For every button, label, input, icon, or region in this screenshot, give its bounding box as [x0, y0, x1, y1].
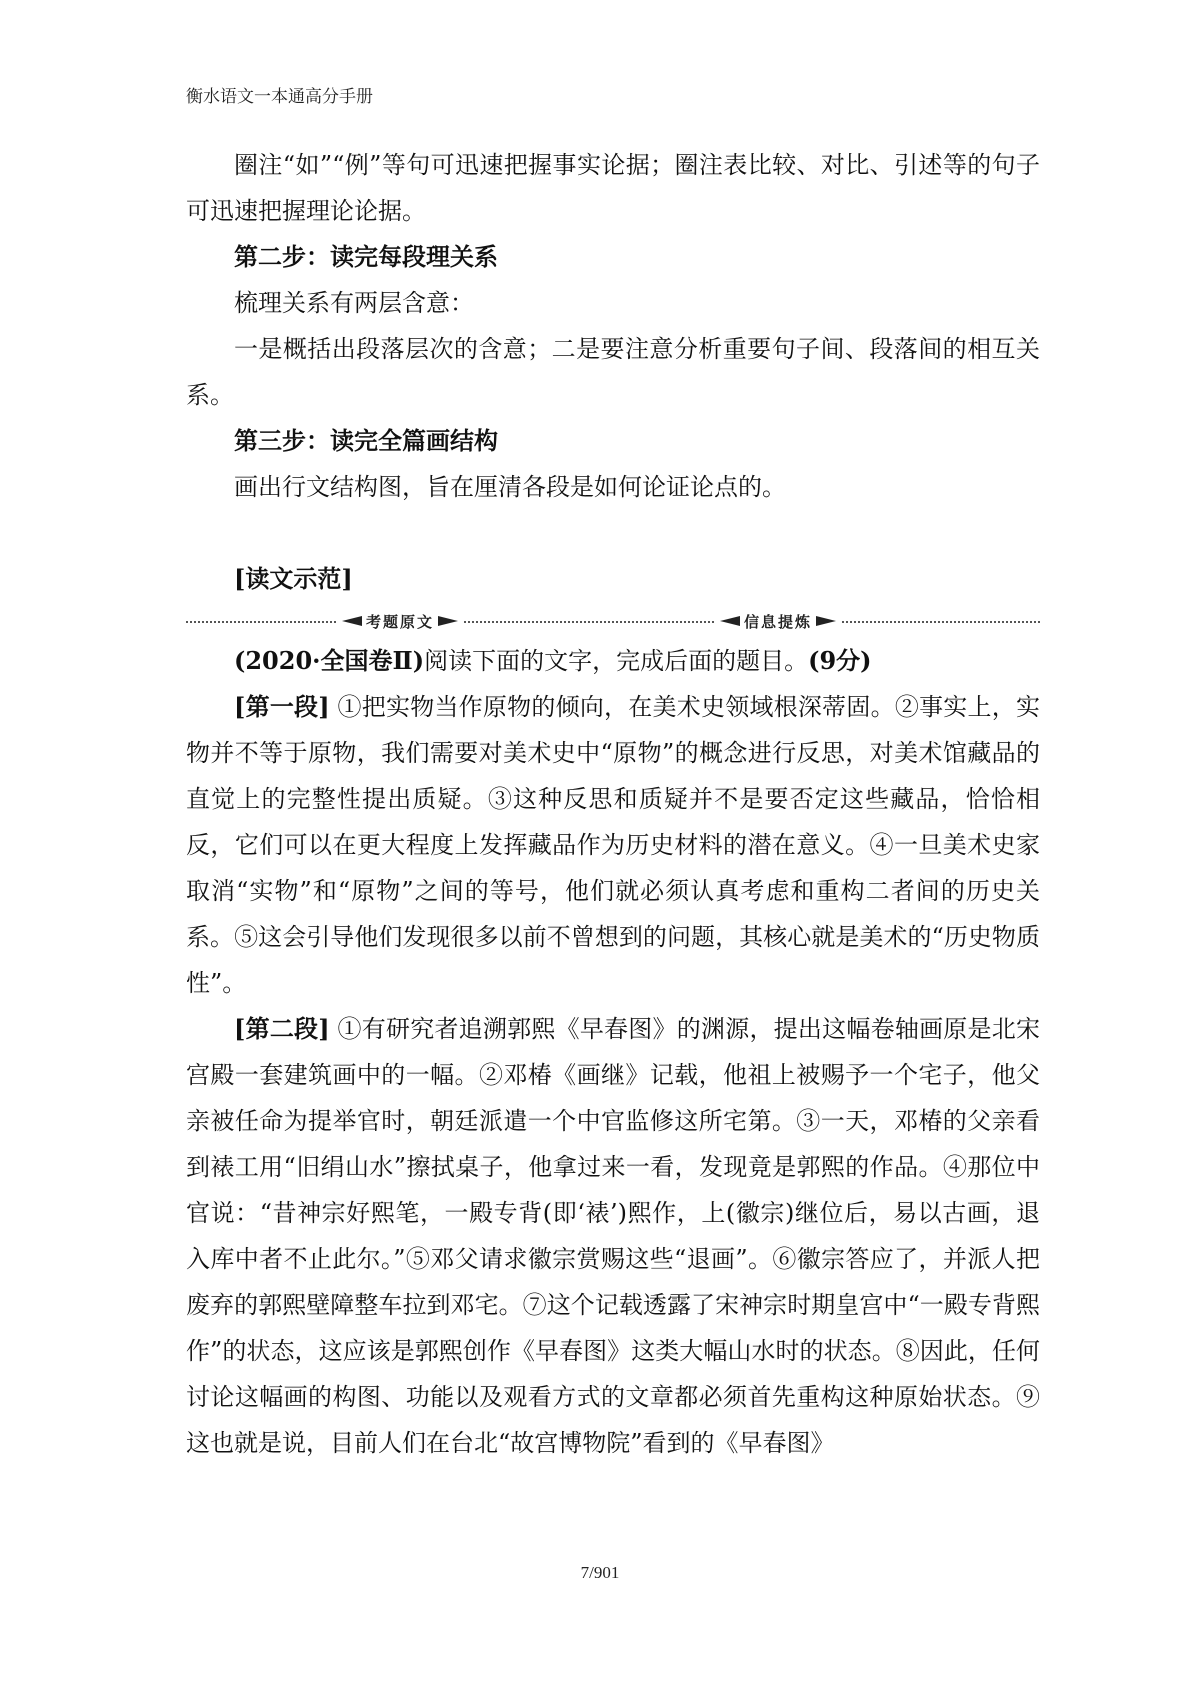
page-content [186, 142, 1040, 1466]
dotted-rule [842, 621, 1040, 623]
paragraph-text: ①把实物当作原物的倾向，在美术史领域根深蒂固。②事实上，实物并不等于原物，我们需要对美术史中“原物”的概念进行反思，对美术馆藏品的直觉上的完整性提出质疑。③这种反思和质疑并不是要否定这些藏品，恰恰相反，它们可以在更大程度上发挥藏品作为历史材料的潜在意义。④一旦美术史家取消“实物”和“原物”之间的等号，他们就必须认真考虑和重构二者间的历史关系。⑤这会引导他们发现很多以前不曾想到的问题，其核心就是美术的“历史物质性”。 [186, 693, 1040, 997]
intro-paragraph-1: 圈注“如”“例”等句可迅速把握事实论据；圈注表比较、对比、引述等的句子可迅速把握理论论据。 [186, 151, 1040, 225]
step-2-paragraph-1: 梳理关系有两层含意： [234, 289, 474, 317]
paragraph-tag: [第二段] [234, 1014, 330, 1043]
question-score: (9分) [808, 646, 872, 675]
wedge-left-icon [342, 616, 362, 626]
page-number: 7/901 [580, 1563, 620, 1582]
question-line [186, 638, 1040, 684]
running-header: 衡水语文一本通高分手册 [186, 87, 373, 107]
column-label-right: 信息提炼 [744, 612, 813, 631]
step-2-paragraph-2: 一是概括出段落层次的含意；二是要注意分析重要句子间、段落间的相互关系。 [186, 335, 1040, 409]
paragraph-tag: [第一段] [234, 692, 330, 721]
column-divider [186, 606, 1040, 636]
step-2-heading: 第二步：读完每段理关系 [234, 242, 498, 271]
step-3-heading: 第三步：读完全篇画结构 [234, 426, 498, 455]
column-label-left: 考题原文 [366, 612, 435, 631]
step-3-paragraph-1: 画出行文结构图，旨在厘清各段是如何论证论点的。 [234, 473, 786, 501]
question-prompt: 阅读下面的文字，完成后面的题目。 [424, 647, 809, 675]
dotted-rule [464, 621, 714, 623]
wedge-right-icon [438, 616, 458, 626]
spacer [186, 510, 1040, 556]
passage-paragraph-1 [186, 684, 1040, 1006]
paragraph-text: ①有研究者追溯郭熙《早春图》的渊源，提出这幅卷轴画原是北宋宫殿一套建筑画中的一幅。②邓椿《画继》记载，他祖上被赐予一个宅子，他父亲被任命为提举官时，朝廷派遣一个中官监修这所宅第。③一天，邓椿的父亲看到裱工用“旧绢山水”擦拭桌子，他拿过来一看，发现竟是郭熙的作品。④那位中官说：“昔神宗好熙笔，一殿专背(即‘裱’)熙作，上(徽宗)继位后，易以古画，退入库中者不止此尔。”⑤邓父请求徽宗赏赐这些“退画”。⑥徽宗答应了，并派人把废弃的郭熙壁障整车拉到邓宅。⑦这个记载透露了宋神宗时期皇宫中“一殿专背熙作”的状态，这应该是郭熙创作《早春图》这类大幅山水时的状态。⑧因此，任何讨论这幅画的构图、功能以及观看方式的文章都必须首先重构这种原始状态。⑨这也就是说，目前人们在台北“故宫博物院”看到的《早春图》 [186, 1015, 1040, 1457]
dotted-rule [186, 621, 336, 623]
section-label: [读文示范] [234, 564, 353, 593]
passage-paragraph-2 [186, 1006, 1040, 1466]
wedge-left-icon [720, 616, 740, 626]
question-source: (2020·全国卷Ⅱ) [234, 646, 425, 675]
wedge-right-icon [816, 616, 836, 626]
